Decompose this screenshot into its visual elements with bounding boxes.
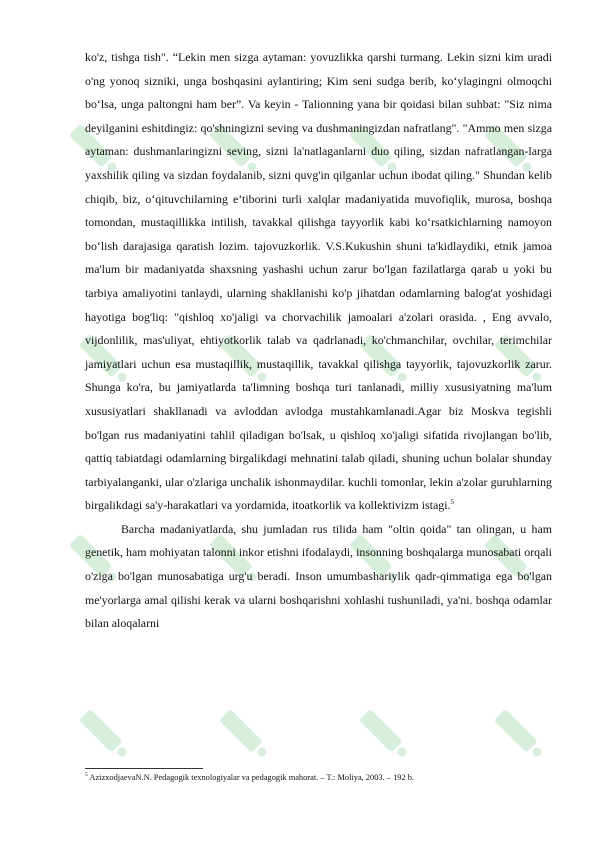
footnote-text: AzizxodjaevaN.N. Pedagogik texnologiyalar va pedagogik mahorat. – T.: Moliya, 2003. – 192 b. <box>89 773 415 782</box>
paragraph-2 <box>85 518 552 636</box>
paragraph-1 <box>85 46 552 518</box>
paragraph-1-text: ko'z, tishga tish". “Lekin men sizga aytaman: yovuzlikka qarshi turmang. Lekin sizni kim uradi o'ng yonoq sizniki, unga boshqasini aylantiring; Kim seni sudga berib, ko‘ylagingni olmoqchi bo‘lsa, unga paltongni ham ber”. Va keyin - Talionning yana bir qoidasi bilan suhbat: "Siz nima deyilganini eshitdingiz: qo'shningizni seving va dushmaningizdan nafratlang". "Ammo men sizga aytaman: dushmanlaringizni seving, sizni la'natlaganlarni duo qiling, sizdan nafratlangan-larga yaxshilik qiling va sizdan foydalanib, sizni quvg'in qilganlar uchun ibodat qiling." Shundan kelib chiqib, biz, o‘qituvchilarning e’tiborini turli xalqlar madaniyatida muvofiqlik, murosa, boshqa tomondan, mustaqillikka intilish, tavakkal qilishga tayyorlik kabi ko‘rsatkichlarning namoyon bo‘lish darajasiga qaratish lozim. tajovuzkorlik. V.S.Kukushin shuni ta'kidlaydiki, etnik jamoa ma'lum bir madaniyatda shaxsning yashashi uchun zarur bo'lgan fazilatlarga qarab u yoki bu tarbiya amaliyotini tanlaydi, ularning shakllanishi ko'p jihatdan odamlarning balog'at yoshidagi hayotiga bog'liq: "qishloq xo'jaligi va chorvachilik jamoalari a'zolari orasida. , Eng avvalo, vijdonlilik, mas'uliyat, ehtiyotkorlik talab va qadrlanadi, ko'chmanchilar, ovchilar, terimchilar jamiyatlari uchun esa mustaqillik, mustaqillik, tavakkal qilishga tayyorlik, tajovuzkorlik zarur. Shunga ko'ra, bu jamiyatlarda ta'limning boshqa turi tanlanadi, milliy xususiyatning ma'lum xususiyatlari shakllanadi va avloddan avlodga mustahkamlanadi.Agar biz Moskva tegishli bo'lgan rus madaniyatini tahlil qiladigan bo'lsak, u qishloq xo'jaligi sifatida rivojlangan bo'lib, qattiq tabiatdagi odamlarning birgalikdagi mehnatini talab qiladi, shuning uchun bolalar shunday tarbiyalanganki, ular o'zlariga unchalik ishonmaydilar. kuchli tomonlar, lekin a'zolar guruhlarning birgalikdagi sa'y-harakatlari va yordamida, itoatkorlik va kollektivizm istagi. <box>85 50 552 513</box>
paragraph-2-text: Barcha madaniyatlarda, shu jumladan rus tilida ham "oltin qoida" tan olingan, u ham genetik, ham mohiyatan talonni inkor etishni ifodalaydi, insonning boshqalarga munosabati orqali o'ziga bo'lgan munosabatiga urg'u beradi. Inson umumbashariylik qadr-qimmatiga ega bo'lgan me'yorlarga amal qilishi kerak va ularni boshqarishni xohlashi tushuniladi, ya'ni. boshqa odamlar bilan aloqalarni <box>85 521 552 631</box>
watermark-checkmark-icon <box>357 707 414 764</box>
watermark-checkmark-icon <box>492 707 549 764</box>
footnote-number: 5 <box>85 772 88 779</box>
body-text <box>85 46 552 636</box>
footnote <box>85 772 552 783</box>
watermark-checkmark-icon <box>77 707 134 764</box>
footnote-reference[interactable]: 5 <box>450 498 454 507</box>
footnote-separator <box>85 768 203 769</box>
watermark-checkmark-icon <box>217 707 274 764</box>
